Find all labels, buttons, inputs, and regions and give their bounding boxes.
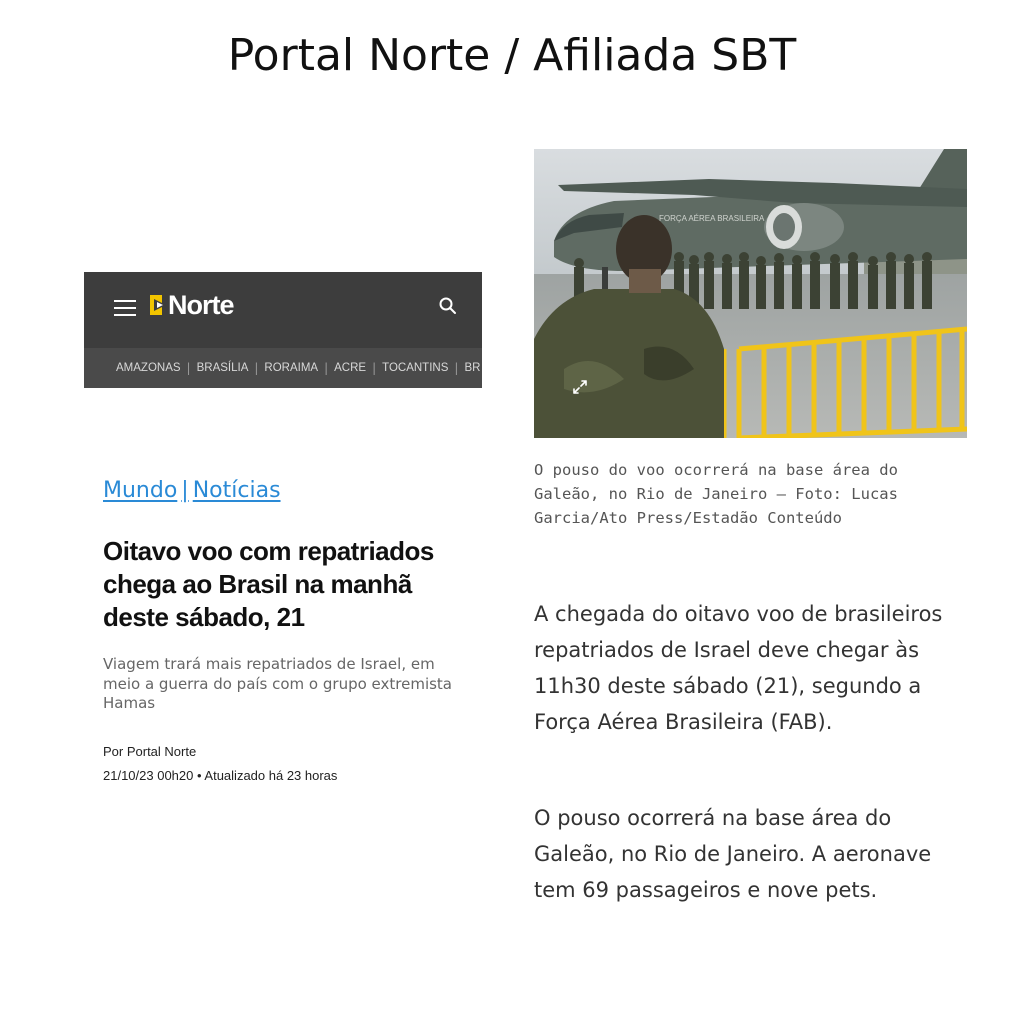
article-paragraph: A chegada do oitavo voo de brasileiros repatriados de Israel deve chegar às 11h30 deste sábado (21), segundo a Força Aérea Brasileira (FAB). [534, 602, 943, 734]
nav-item-brasilia[interactable]: BRASÍLIA [196, 362, 249, 374]
article-byline: Por Portal Norte [103, 744, 197, 759]
logo-text: Norte [168, 289, 234, 320]
aircraft-photo-illustration [534, 149, 967, 438]
nav-item-roraima[interactable]: RORAIMA [264, 362, 319, 374]
site-header [84, 272, 482, 388]
article-dateline: 21/10/23 00h20 • Atualizado há 23 horas [103, 768, 338, 783]
nav-item-br[interactable]: BR [464, 362, 481, 374]
site-logo[interactable] [148, 288, 234, 322]
nav-separator: | [454, 361, 459, 375]
nav-separator: | [324, 361, 329, 375]
nav-item-tocantins[interactable]: TOCANTINS [382, 362, 449, 374]
article-photo[interactable] [534, 149, 967, 438]
photo-caption: O pouso do voo ocorrerá na base área do Galeão, no Rio de Janeiro – Foto: Lucas Garcia/Ato Press/Estadão Conteúdo [534, 461, 898, 527]
search-icon[interactable] [438, 296, 458, 316]
nav-item-acre[interactable]: ACRE [334, 362, 367, 374]
nav-separator: | [372, 361, 377, 375]
article-paragraph: O pouso ocorrerá na base área do Galeão, no Rio de Janeiro. A aeronave tem 69 passageiros e nove pets. [534, 806, 932, 902]
region-nav [84, 348, 482, 388]
article-headline: Oitavo voo com repatriados chega ao Brasil na manhã deste sábado, 21 [103, 536, 434, 632]
nav-separator: | [186, 361, 191, 375]
nav-separator: | [254, 361, 259, 375]
nav-item-amazonas[interactable]: AMAZONAS [116, 362, 181, 374]
breadcrumb-section-link[interactable]: Notícias [192, 478, 281, 503]
hamburger-menu-icon[interactable] [114, 300, 136, 318]
page-title: Portal Norte / Afiliada SBT [227, 30, 797, 81]
breadcrumb [103, 478, 281, 503]
plane-livery-text: FORÇA AÉREA BRASILEIRA [659, 214, 765, 223]
expand-icon[interactable] [570, 377, 590, 397]
breadcrumb-category-link[interactable]: Mundo [103, 478, 178, 503]
logo-mark-icon [148, 291, 170, 319]
article-subtitle: Viagem trará mais repatriados de Israel, em meio a guerra do país com o grupo extremista Hamas [103, 655, 452, 712]
breadcrumb-separator: | [181, 478, 189, 503]
